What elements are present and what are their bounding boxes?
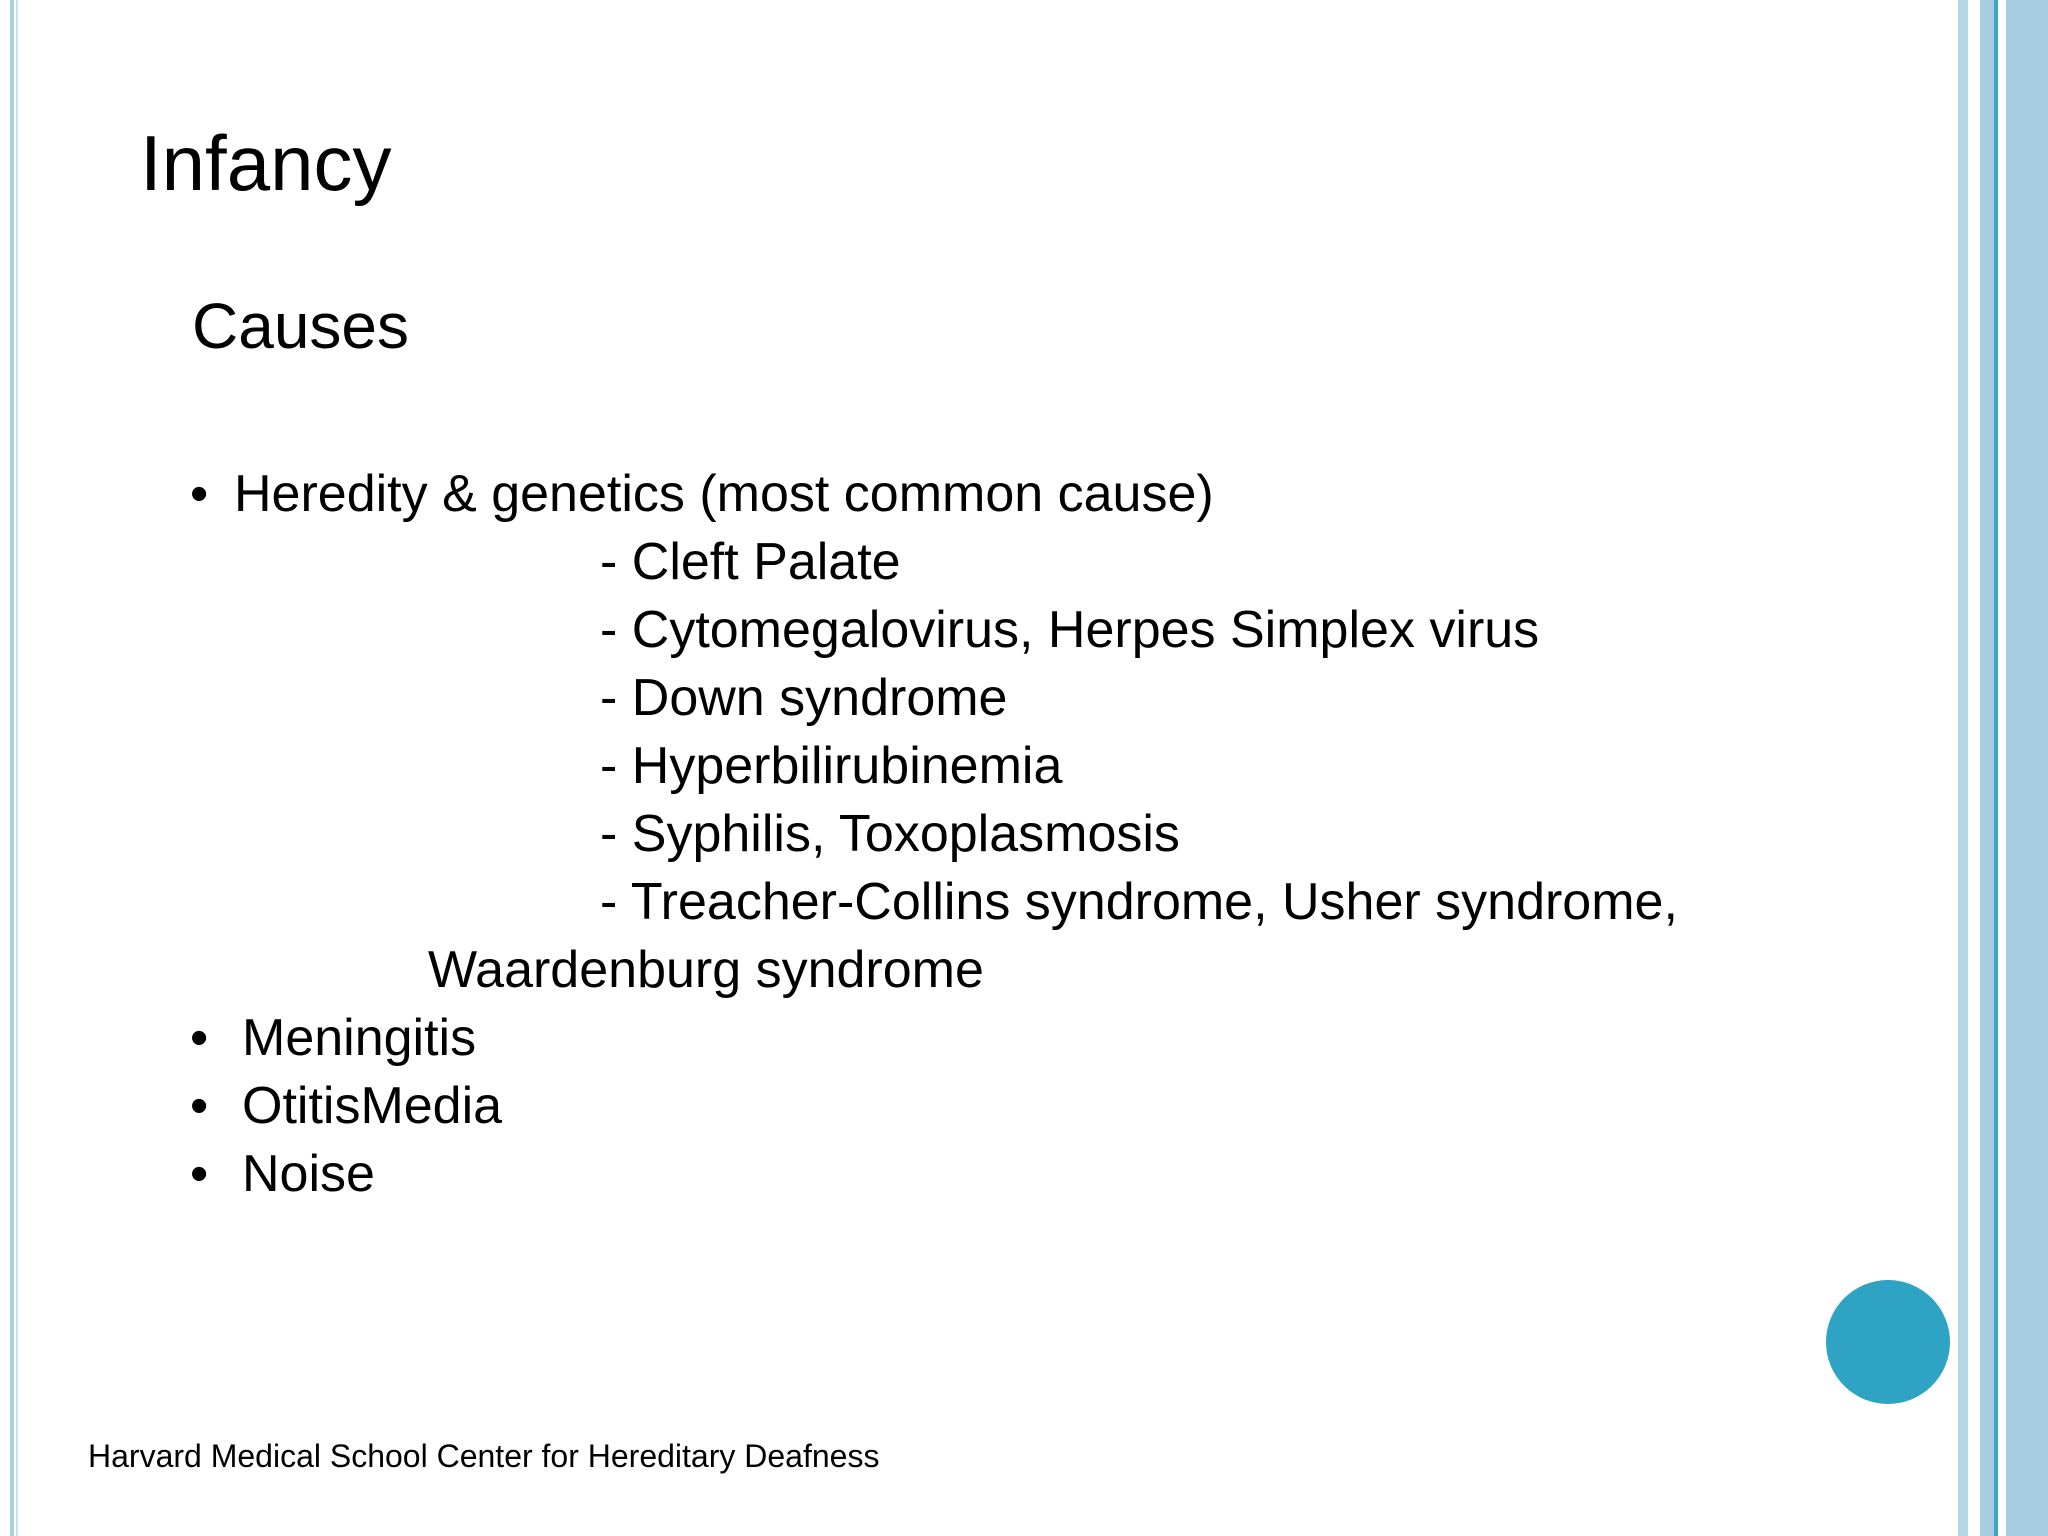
decorative-circle [1826, 1280, 1950, 1404]
sub-item: - Hyperbilirubinemia [600, 737, 1063, 795]
sub-item-continuation: Waardenburg syndrome [428, 941, 984, 999]
slide-footer: Harvard Medical School Center for Hereditary Deafness [88, 1438, 880, 1474]
sub-item: - Cytomegalovirus, Herpes Simplex virus [600, 601, 1540, 659]
sub-item: - Treacher-Collins syndrome, Usher syndrome, [600, 873, 1678, 931]
bullet-item-noise: Noise [242, 1145, 375, 1203]
right-border-gap [1968, 0, 1980, 1536]
bullet-marker: • [190, 465, 209, 523]
bullet-marker: • [190, 1145, 209, 1203]
sub-item: - Cleft Palate [600, 533, 901, 591]
right-border-stripe [2006, 0, 2048, 1536]
slide-subtitle: Causes [192, 290, 409, 362]
bullet-marker: • [190, 1077, 209, 1135]
sub-item: - Down syndrome [600, 669, 1008, 727]
bullet-item-meningitis: Meningitis [242, 1009, 477, 1067]
left-border-line [10, 0, 14, 1536]
left-border-line-inner [16, 0, 18, 1536]
right-border-gap [1998, 0, 2006, 1536]
bullet-item-heredity: Heredity & genetics (most common cause) [234, 465, 1214, 523]
right-border-stripe [1980, 0, 1994, 1536]
bullet-marker: • [190, 1009, 209, 1067]
bullet-item-otitis-media: OtitisMedia [242, 1077, 503, 1135]
slide-title: Infancy [140, 119, 392, 207]
right-border-stripe [1958, 0, 1968, 1536]
sub-item: - Syphilis, Toxoplasmosis [600, 805, 1180, 863]
